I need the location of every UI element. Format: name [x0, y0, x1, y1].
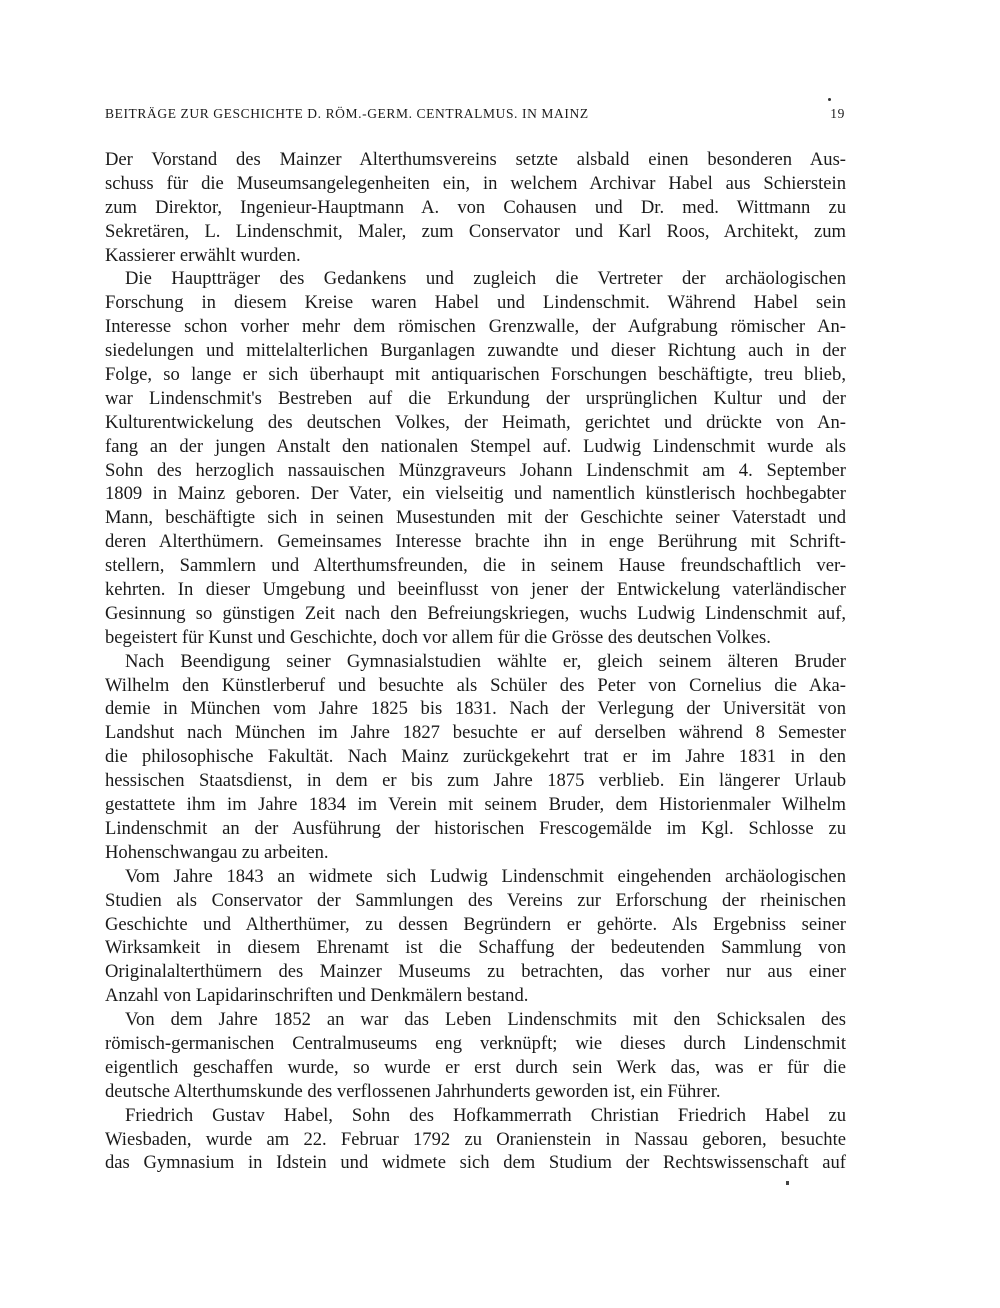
- text-line: Friedrich Gustav Habel, Sohn des Hofkammerrath Christian Friedrich Habel zu: [125, 1104, 846, 1126]
- text-line: Vom Jahre 1843 an widmete sich Ludwig Lindenschmit eingehenden archäologischen: [125, 865, 846, 887]
- text-line: Wilhelm den Künstlerberuf und besuchte als Schüler des Peter von Cornelius die Aka-: [105, 674, 846, 696]
- text-line: Landshut nach München im Jahre 1827 besuchte er auf derselben während 8 Semester: [105, 722, 846, 744]
- text-line: Sohn des herzoglich nassauischen Münzgraveurs Johann Lindenschmit am 4. September: [105, 459, 846, 481]
- text-line: begeistert für Kunst und Geschichte, doch vor allem für die Grösse des deutschen Volkes.: [105, 626, 771, 648]
- text-line: Lindenschmit an der Ausführung der historischen Frescogemälde im Kgl. Schlosse zu: [105, 817, 846, 839]
- text-line: fang an der jungen Anstalt den nationalen Stempel auf. Ludwig Lindenschmit wurde als: [105, 435, 846, 457]
- paragraph: [105, 1104, 846, 1176]
- text-line: Forschung in diesem Kreise waren Habel und Lindenschmit. Während Habel sein: [105, 292, 846, 314]
- text-line: eigentlich geschaffen wurde, so wurde er erst durch sein Werk das, was er für die: [105, 1056, 846, 1078]
- running-header: [105, 106, 845, 126]
- text-line: Gesinnung so günstigen Zeit nach den Befreiungskriegen, wuchs Ludwig Lindenschmit auf,: [105, 602, 846, 624]
- text-line: Folge, so lange er sich überhaupt mit antiquarischen Forschungen beschäftigte, treu blieb,: [105, 364, 846, 386]
- text-line: römisch-germanischen Centralmuseums eng verknüpft; wie dieses durch Lindenschmit: [105, 1032, 846, 1054]
- paragraph: [105, 865, 846, 1008]
- text-line: demie in München vom Jahre 1825 bis 1831. Nach der Verlegung der Universität von: [105, 698, 846, 720]
- print-speck: [786, 1181, 789, 1185]
- text-line: hessischen Staatsdienst, in dem er bis zum Jahre 1875 verblieb. Ein längerer Urlaub: [105, 770, 846, 792]
- text-line: Wiesbaden, wurde am 22. Februar 1792 zu Oranienstein in Nassau geboren, besuchte: [105, 1128, 846, 1150]
- text-line: Der Vorstand des Mainzer Alterthumsvereins setzte alsbald einen besonderen Aus-: [105, 149, 846, 170]
- print-speck: [828, 98, 831, 101]
- text-line: die philosophische Fakultät. Nach Mainz zurückgekehrt trat er im Jahre 1831 in den: [105, 746, 846, 768]
- text-line: siedelungen und mittelalterlichen Burganlagen zuwandte und dieser Richtung auch in der: [105, 340, 846, 362]
- body-text: [105, 148, 846, 1175]
- text-line: Kassierer erwählt wurden.: [105, 244, 301, 266]
- text-line: Studien als Conservator der Sammlungen des Vereins zur Erforschung der rheinischen: [105, 889, 846, 911]
- text-line: Die Hauptträger des Gedankens und zugleich die Vertreter der archäologischen: [125, 268, 846, 290]
- text-line: Anzahl von Lapidarinschriften und Denkmälern bestand.: [105, 985, 529, 1007]
- paragraph: [105, 267, 846, 649]
- text-line: gestattete ihm im Jahre 1834 im Verein mit seinem Bruder, dem Historienmaler Wilhelm: [105, 794, 846, 816]
- text-line: das Gymnasium in Idstein und widmete sich dem Studium der Rechtswissenschaft auf: [105, 1152, 846, 1174]
- text-line: schuss für die Museumsangelegenheiten ein, in welchem Archivar Habel aus Schierstein: [105, 172, 846, 194]
- text-line: stellern, Sammlern und Alterthumsfreunden, die in seinem Hause freundschaftlich ver-: [105, 555, 846, 577]
- paragraph: [105, 650, 846, 865]
- running-title: BEITRÄGE ZUR GESCHICHTE D. RÖM.-GERM. CENTRALMUS. IN MAINZ: [105, 106, 589, 121]
- text-line: Von dem Jahre 1852 an war das Leben Lindenschmits mit den Schicksalen des: [125, 1009, 846, 1031]
- text-line: Wirksamkeit in diesem Ehrenamt ist die Schaffung der bedeutenden Sammlung von: [105, 937, 846, 959]
- text-line: Kulturentwickelung des deutschen Volkes, der Heimath, gerichtet und drückte von An-: [105, 411, 846, 433]
- text-line: deutsche Alterthumskunde des verflossenen Jahrhunderts geworden ist, ein Führer.: [105, 1080, 721, 1102]
- paragraph: [105, 148, 846, 267]
- text-line: 1809 in Mainz geboren. Der Vater, ein vielseitig und namentlich künstlerisch hochbegabter: [105, 483, 846, 505]
- text-line: Interesse schon vorher mehr dem römischen Grenzwalle, der Aufgrabung römischer An-: [105, 316, 846, 338]
- text-line: Sekretären, L. Lindenschmit, Maler, zum Conservator und Karl Roos, Architekt, zum: [105, 220, 846, 242]
- text-line: kehrten. In dieser Umgebung und beeinflusst von jener der Entwickelung vaterländischer: [105, 579, 846, 601]
- text-line: Nach Beendigung seiner Gymnasialstudien wählte er, gleich seinem älteren Bruder: [125, 650, 846, 672]
- text-line: Originalalterthümern des Mainzer Museums zu betrachten, das vorher nur aus einer: [105, 961, 846, 983]
- text-line: zum Direktor, Ingenieur-Hauptmann A. von Cohausen und Dr. med. Wittmann zu: [105, 196, 846, 218]
- text-line: war Lindenschmit's Bestreben auf die Erkundung der ursprünglichen Kultur und der: [105, 387, 846, 409]
- paragraph: [105, 1008, 846, 1104]
- text-line: Hohenschwangau zu arbeiten.: [105, 841, 329, 863]
- text-line: deren Alterthümern. Gemeinsames Interesse brachte ihn in enge Berührung mit Schrift-: [105, 531, 846, 553]
- page-number: 19: [830, 106, 845, 121]
- text-line: Mann, beschäftigte sich in seinen Musestunden mit der Geschichte seiner Vaterstadt und: [105, 507, 846, 529]
- text-line: Geschichte und Altherthümer, zu dessen Begründern er gehörte. Als Ergebniss seiner: [105, 913, 846, 935]
